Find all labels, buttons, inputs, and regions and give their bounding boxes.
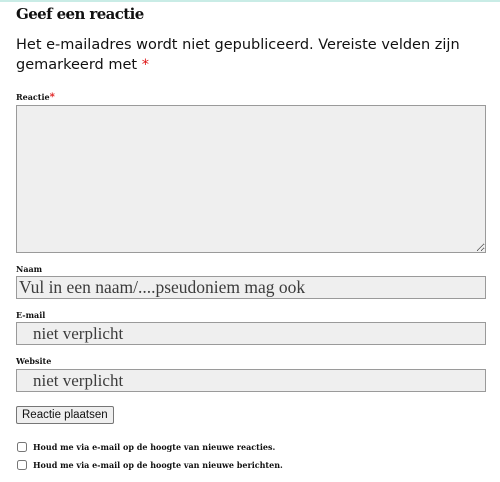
subscribe-posts-label[interactable]: Houd me via e-mail op de hoogte van nieuwe berichten.	[33, 460, 283, 470]
comment-label	[16, 92, 55, 103]
subscribe-comments-checkbox[interactable]	[17, 442, 27, 452]
website-label: Website	[16, 356, 52, 366]
top-border	[0, 0, 500, 2]
name-label: Naam	[16, 264, 43, 274]
form-title: Geef een reactie	[16, 5, 144, 23]
name-input[interactable]	[16, 276, 486, 299]
subscribe-comments-label[interactable]: Houd me via e-mail op de hoogte van nieuwe reacties.	[33, 442, 276, 452]
comment-required-mark: *	[49, 92, 55, 103]
email-input[interactable]	[16, 322, 486, 345]
subscribe-comments-row	[16, 442, 275, 452]
subscribe-posts-checkbox[interactable]	[17, 460, 27, 470]
comment-notes-text: Het e-mailadres wordt niet gepubliceerd. Vereiste velden zijn gemarkeerd met	[16, 37, 460, 73]
comment-notes	[16, 35, 486, 75]
comment-label-text: Reactie	[16, 92, 50, 102]
website-input[interactable]	[16, 369, 486, 392]
required-mark: *	[141, 57, 149, 73]
email-label: E-mail	[16, 310, 46, 320]
submit-button[interactable]: Reactie plaatsen	[16, 406, 114, 424]
comment-textarea[interactable]	[16, 105, 486, 253]
subscribe-posts-row	[16, 460, 283, 470]
